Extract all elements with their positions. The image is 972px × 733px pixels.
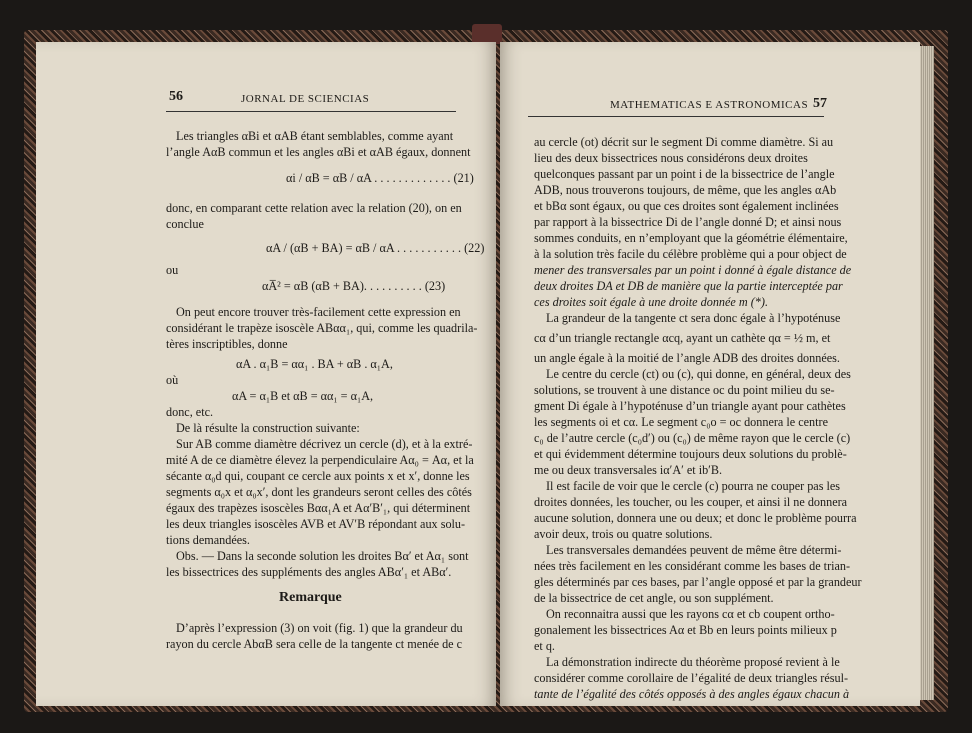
text-line: me ou deux transversales iα′A′ et ib′B. (534, 463, 723, 477)
text-line: La démonstration indirecte du théorème proposé revient à le (546, 655, 840, 669)
equation: αA . α₁B = αα₁ . BA + αB . α₁A, (236, 357, 393, 371)
equation: αi / αB = αB / αA . . . . . . . . . . . . . (21) (286, 171, 474, 185)
page-number: 57 (813, 96, 827, 111)
text-line: ces droites soit égale à une droite donnée m (*). (534, 295, 768, 309)
text-line: Sur AB comme diamètre décrivez un cercle (d), et à la extré- (176, 437, 473, 451)
left-page (36, 42, 496, 706)
text-line: donc, etc. (166, 405, 214, 419)
text-line: quelconques passant par un point i de la bissectrice de l’angle (534, 167, 835, 181)
text-line: Le centre du cercle (ct) ou (c), qui donne, en général, deux des (546, 367, 851, 381)
running-head: JORNAL DE SCIENCIAS (241, 93, 370, 105)
page-edges (920, 46, 934, 700)
section-heading: Remarque (279, 590, 342, 605)
text-line: les segments oi et cα. Le segment c₀o = oc donnera le centre (534, 415, 828, 429)
text-line: Il est facile de voir que le cercle (c) pourra ne couper pas les (546, 479, 841, 493)
text-line: ADB, nous trouverons toujours, de même, que les angles αAb (534, 183, 837, 197)
text-line: mener des transversales par un point i donné à égale distance de (534, 263, 852, 277)
text-line: donc, en comparant cette relation avec la relation (20), on en (166, 201, 462, 215)
text-line: à la solution très facile du célèbre problème qui a pour object de (534, 247, 847, 261)
text-line: les deux triangles isoscèles AVB et AV′B répondant aux solu- (166, 517, 466, 531)
text-line: tions demandées. (166, 533, 250, 547)
equation: αA = α₁B et αB = αα₁ = α₁A, (232, 389, 374, 403)
running-head: MATHEMATICAS E ASTRONOMICAS (610, 99, 809, 111)
text-line: On peut encore trouver très-facilement cette expression en (176, 305, 461, 319)
text-line: aucune solution, donnera une ou deux; et donc le problème pourra (534, 511, 857, 525)
text-line: les bissectrices des suppléments des angles ABα′₁ et ABα′. (166, 565, 452, 579)
text-line: gonalement les bissectrices Aα et Bb en leurs points milieux p (534, 623, 837, 637)
text-line: lieu des deux bissectrices nous considérons deux droites (534, 151, 808, 165)
header-rule (166, 111, 456, 112)
text-line: droites données, les toucher, ou les couper, et ainsi il ne donnera (534, 495, 848, 509)
page-number: 56 (169, 89, 183, 104)
text-line: nées très facilement en les considérant comme les bases de trian- (534, 559, 851, 573)
text-line: Les triangles αBi et αAB étant semblables, comme ayant (176, 129, 454, 143)
text-line: où (166, 373, 179, 387)
text-line: considérer comme corollaire de l’égalité de deux triangles résul- (534, 671, 849, 685)
equation: αA / (αB + BA) = αB / αA . . . . . . . . . . . (22) (266, 241, 485, 255)
text-line: tères inscriptibles, donne (166, 337, 288, 351)
text-line: sommes conduits, en n’employant que la géométrie élémentaire, (534, 231, 848, 245)
text-line: La grandeur de la tangente ct sera donc égale à l’hypoténuse (546, 311, 841, 325)
equation: αA̅² = αB (αB + BA). . . . . . . . . . (23) (262, 279, 446, 293)
text-line: sécante α₀d qui, coupant ce cercle aux points x et x′, donne les (166, 469, 470, 483)
text-line: et q. (534, 639, 555, 653)
text-line: ou (166, 263, 179, 277)
text-line: tante de l’égalité des côtés opposés à des angles égaux chacun à (534, 687, 850, 701)
text-line: au cercle (ot) décrit sur le segment Di comme diamètre. Si au (534, 135, 834, 149)
text-line: D’après l’expression (3) on voit (fig. 1) que la grandeur du (176, 621, 463, 635)
text-line: égaux des trapèzes isoscèles Bαα₁A et Aα′B′₁, qui déterminent (166, 501, 471, 515)
text-line: gles déterminés par ces bases, par l’angle opposé et par la grandeur (534, 575, 862, 589)
text-line: et bBα sont égaux, ou que ces droites sont également inclinées (534, 199, 839, 213)
text-line: cα d’un triangle rectangle αcq, ayant un cathète qα = ½ m, et (534, 331, 831, 345)
text-line: un angle égale à la moitié de l’angle ADB des droites données. (534, 351, 840, 365)
text-line: On reconnaitra aussi que les rayons cα et cb coupent ortho- (546, 607, 835, 621)
header-rule (528, 116, 824, 117)
text-line: c₀ de l’autre cercle (c₀d′) ou (c₀) de même rayon que le cercle (c) (534, 431, 851, 445)
text-line: l’angle AαB commun et les angles αBi et αAB égaux, donnent (166, 145, 471, 159)
text-line: gment Di égale à l’hypoténuse d’un triangle ayant pour cathètes (534, 399, 846, 413)
text-line: et qui évidemment détermine toujours deux solutions du problè- (534, 447, 847, 461)
right-page (500, 42, 920, 706)
text-line: deux droites DA et DB de manière que la partie interceptée par (534, 279, 843, 293)
text-line: De là résulte la construction suivante: (176, 421, 360, 435)
text-line: avoir deux, trois ou quatre solutions. (534, 527, 713, 541)
text-line: Les transversales demandées peuvent de même être détermi- (546, 543, 842, 557)
text-line: conclue (166, 217, 204, 231)
text-line: solutions, se trouvent à une distance oc du point milieu du se- (534, 383, 835, 397)
spine-binding (472, 24, 502, 44)
text-line: par rapport à la bissectrice Di de l’angle donné D; et ainsi nous (534, 215, 842, 229)
text-line: mité A de ce diamètre élevez la perpendiculaire Aα₀ = Aα, et la (166, 453, 474, 467)
text-line: rayon du cercle AbαB sera celle de la tangente ct menée de c (166, 637, 463, 651)
text-line: considérant le trapèze isoscèle ABαα₁, qui, comme les quadrila- (166, 321, 478, 335)
text-line: segments α₀x et α₀x′, dont les grandeurs seront celles des côtés (166, 485, 472, 499)
text-line: de la bissectrice de cet angle, ou son supplément. (534, 591, 774, 605)
text-line: Obs. — Dans la seconde solution les droites Bα′ et Aα₁ sont (176, 549, 469, 563)
